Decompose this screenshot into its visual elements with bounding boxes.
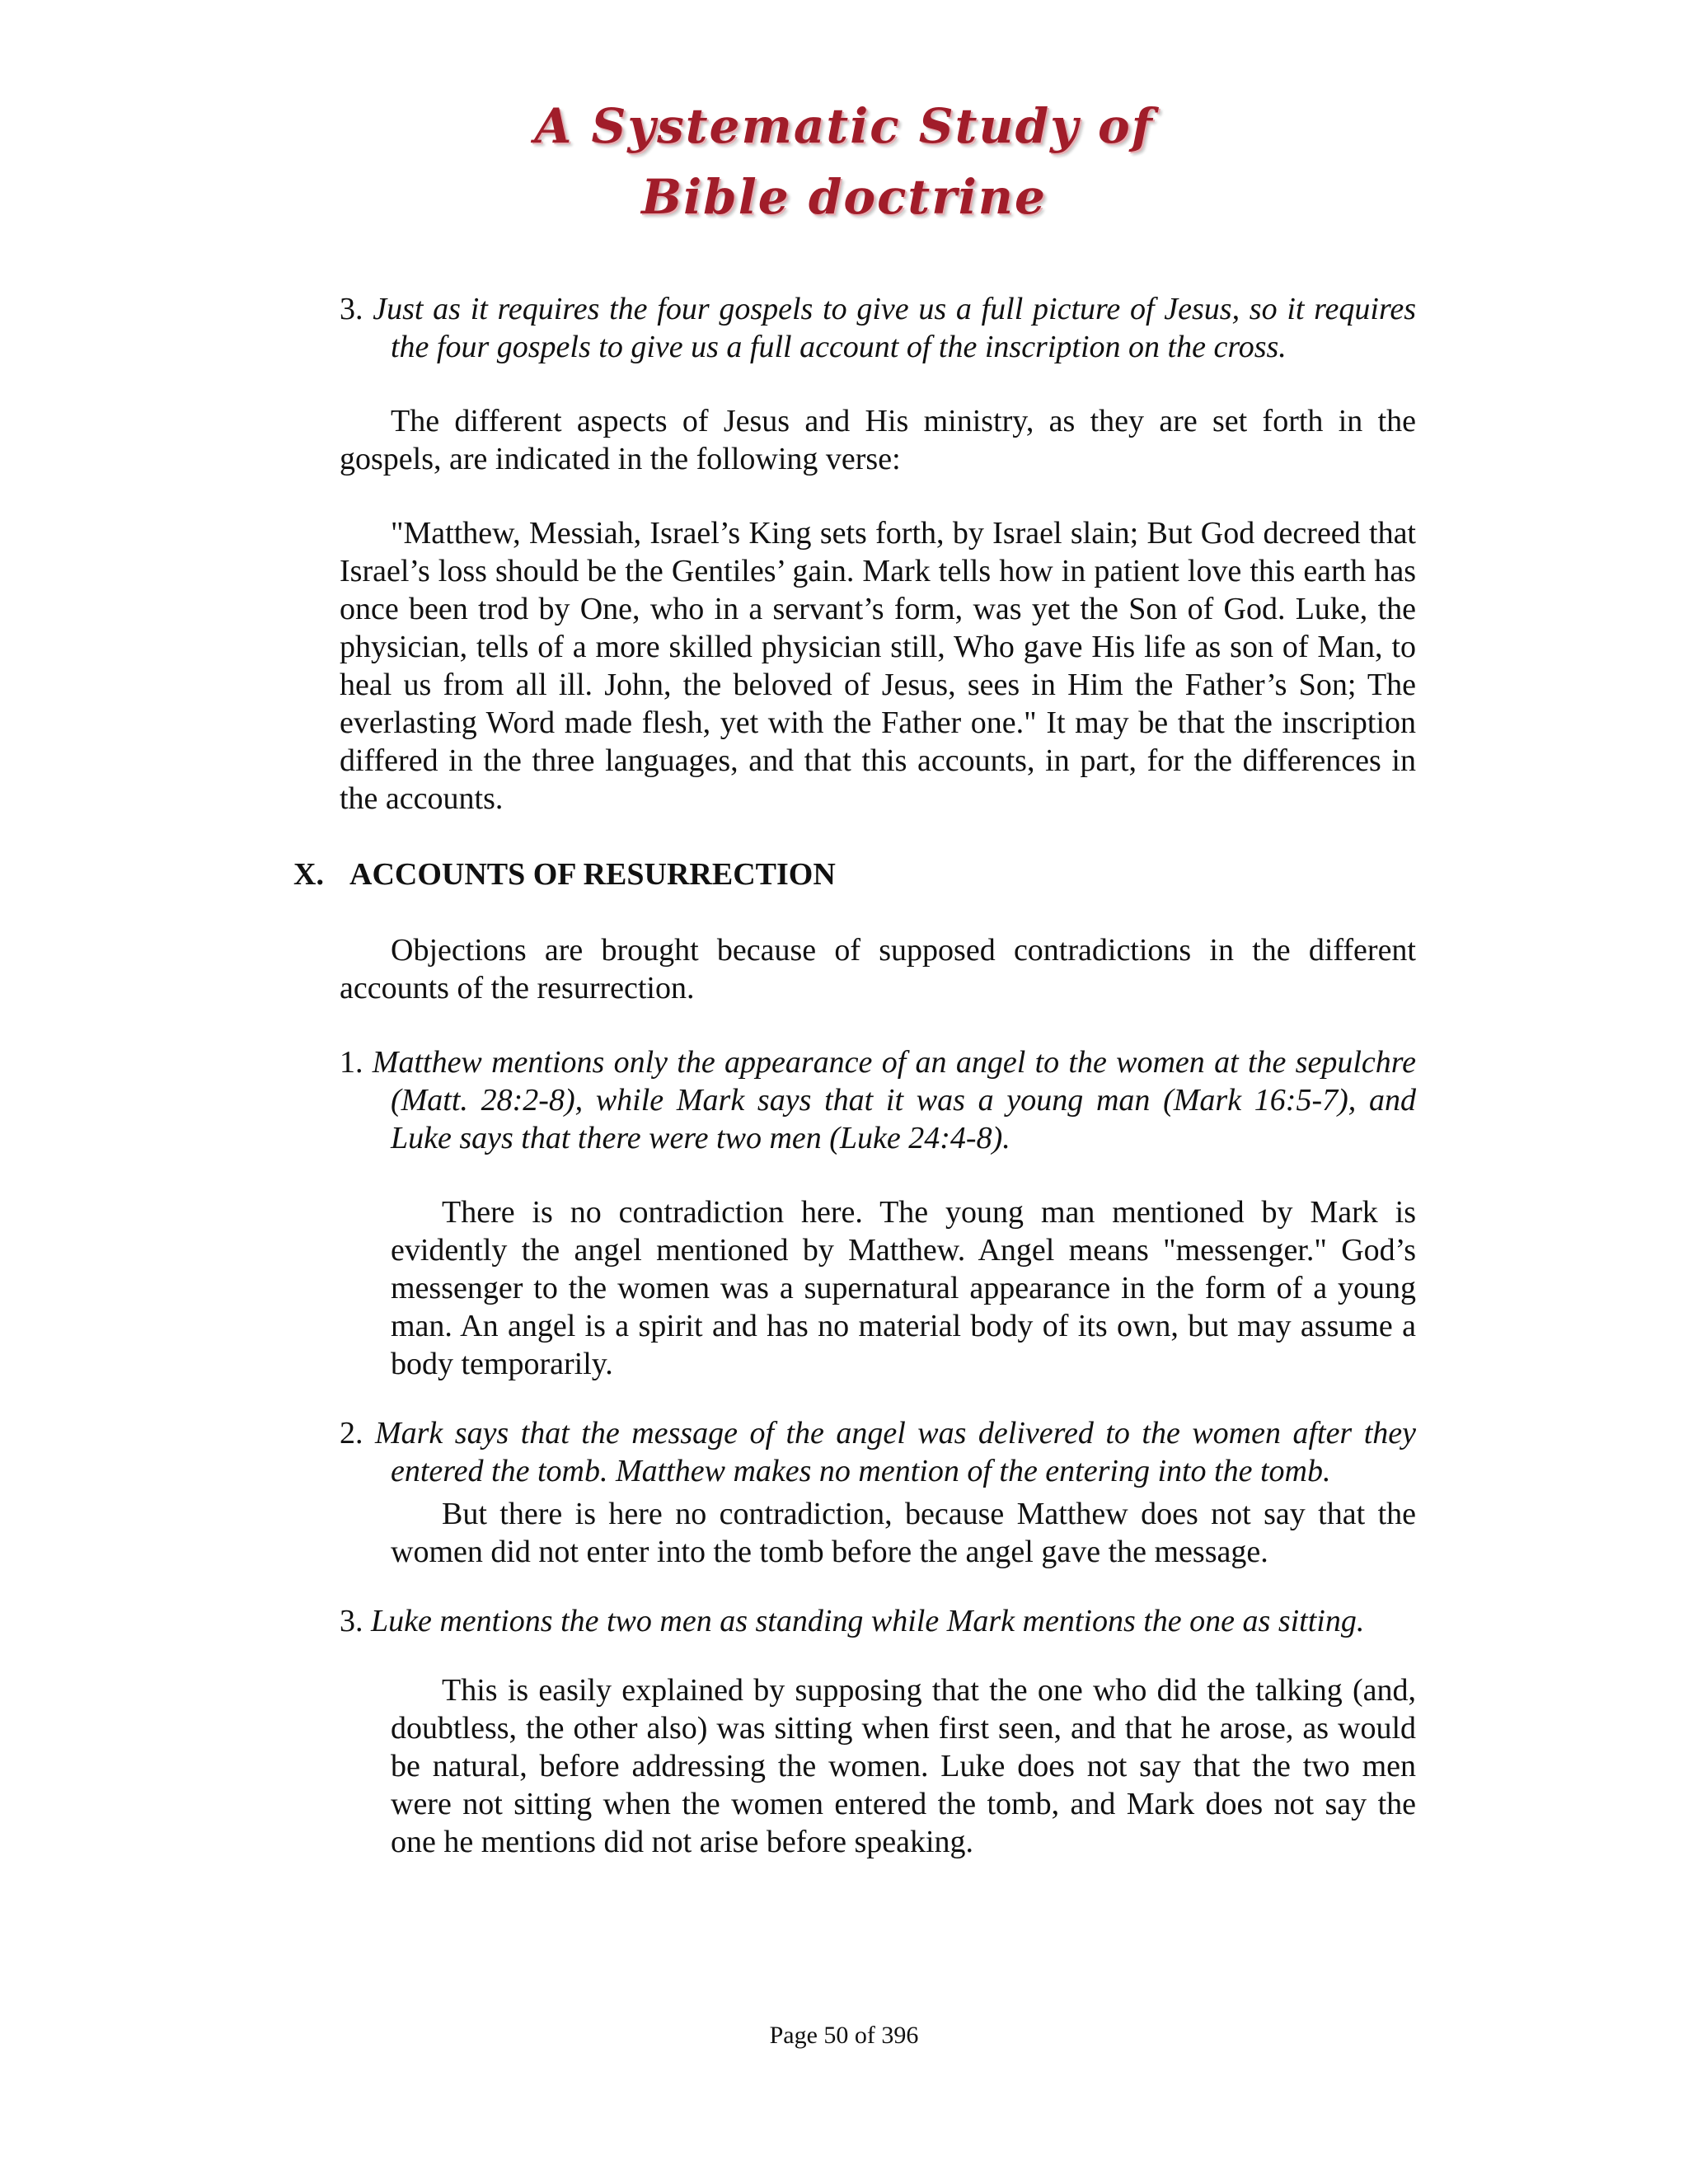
list-item-3b: [340, 1602, 1416, 1640]
list-item-number: 2.: [340, 1416, 363, 1451]
logo-line-1: A Systematic Study of: [534, 98, 1154, 154]
list-item-1: [340, 1043, 1416, 1157]
section-heading: [293, 855, 1416, 893]
answer-paragraph: But there is here no contradiction, because Matthew does not say that the women did not enter into the tomb before the angel gave the message.: [391, 1497, 1416, 1569]
book-title-logo: [0, 91, 1688, 232]
paragraph: The different aspects of Jesus and His ministry, as they are set forth in the gospels, are indicated in the following verse:: [340, 404, 1416, 476]
paragraph: "Matthew, Messiah, Israel’s King sets forth, by Israel slain; But God decreed that Israel’s loss should be the Gentiles’ gain. Mark tells how in patient love this earth has once been trod by One, who in a servant’s form, was yet the Son of God. Luke, the physician, tells of a more skilled physician still, Who gave His life as son of Man, to heal us from all ill. John, the beloved of Jesus, sees in Him the Father’s Son; The everlasting Word made flesh, yet with the Father one." It may be that the inscription differed in the three languages, and that this accounts, in part, for the differences in the accounts.: [340, 516, 1416, 816]
list-item-number: 3.: [340, 1604, 363, 1638]
list-item-3: [340, 290, 1416, 366]
list-item-text: Just as it requires the four gospels to give us a full picture of Jesus, so it requires the four gospels to give us a full account of the inscription on the cross.: [373, 292, 1417, 364]
list-item-number: 1.: [340, 1045, 363, 1080]
answer-paragraph: This is easily explained by supposing that the one who did the talking (and, doubtless, the other also) was sitting when first seen, and that he arose, as would be natural, before addressing the women. Luke does not say that the two men were not sitting when the women entered the tomb, and Mark does not say the one he mentions did not arise before speaking.: [391, 1673, 1416, 1859]
section-title: ACCOUNTS OF RESURRECTION: [349, 857, 836, 892]
page-number: Page 50 of 396: [769, 2022, 919, 2049]
list-item-text: Mark says that the message of the angel was delivered to the women after they entered the tomb. Matthew makes no mention of the entering into the tomb.: [374, 1416, 1416, 1488]
list-item-number: 3.: [340, 292, 363, 326]
logo-line-2: Bible doctrine: [641, 169, 1047, 225]
list-item-2: [340, 1414, 1416, 1490]
page-body: [293, 290, 1417, 1861]
list-item-text: Matthew mentions only the appearance of an angel to the women at the sepulchre (Matt. 28:2-8), while Mark says that it was a young man (Mark 16:5-7), and Luke says that there were two men (Luke 24:4-8).: [372, 1045, 1416, 1155]
paragraph: Objections are brought because of supposed contradictions in the different accounts of the resurrection.: [340, 933, 1416, 1005]
section-number: X.: [293, 857, 324, 892]
answer-paragraph: There is no contradiction here. The young man mentioned by Mark is evidently the angel mentioned by Matthew. Angel means "messenger." God’s messenger to the women was a supernatural appearance in the form of a young man. An angel is a spirit and has no material body of its own, but may assume a body temporarily.: [391, 1195, 1416, 1381]
list-item-text: Luke mentions the two men as standing while Mark mentions the one as sitting.: [371, 1604, 1365, 1638]
